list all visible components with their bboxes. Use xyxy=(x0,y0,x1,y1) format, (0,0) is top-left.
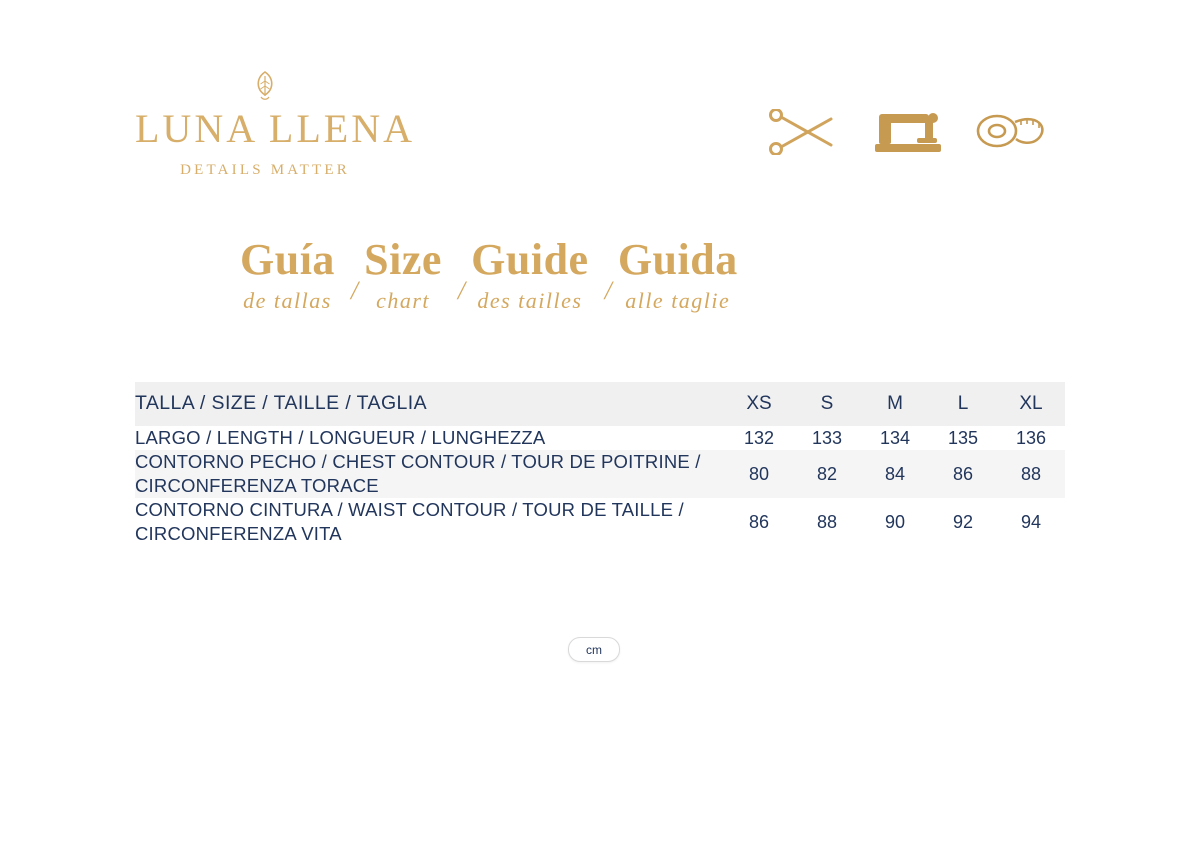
tool-icons xyxy=(767,108,1045,156)
title-sub-it: alle taglie xyxy=(625,288,731,313)
row-chest-xl: 88 xyxy=(997,450,1065,498)
row-chest-s: 82 xyxy=(793,450,861,498)
table-header-label: TALLA / SIZE / TAILLE / TAGLIA xyxy=(135,382,725,426)
row-waist-xs: 86 xyxy=(748,511,770,532)
leaf-monogram-icon xyxy=(245,70,285,104)
title-separator-1: / xyxy=(350,276,359,305)
title-group-en xyxy=(364,235,464,314)
title-separator-3: / xyxy=(604,276,612,305)
row-length-l: 135 xyxy=(947,427,979,448)
title-main-en: Size xyxy=(364,235,442,284)
title-group-it xyxy=(617,235,760,314)
row-waist-l: 92 xyxy=(952,511,974,532)
title-main-fr: Guide xyxy=(471,235,589,284)
table-header-size-xs: XS xyxy=(725,382,793,426)
table-header-row xyxy=(135,382,1065,426)
row-length-s: 133 xyxy=(811,427,843,448)
title-group-es xyxy=(240,235,357,314)
unit-badge: cm xyxy=(568,637,620,662)
table-row xyxy=(135,450,1065,498)
title-main-it: Guida xyxy=(617,235,738,284)
table-header-size-m: M xyxy=(861,382,929,426)
table-header-size-s: S xyxy=(793,382,861,426)
brand-tagline: DETAILS MATTER xyxy=(180,162,350,178)
title-sub-es: de tallas xyxy=(243,288,332,313)
table-header-size-l: L xyxy=(929,382,997,426)
size-table-wrapper xyxy=(135,382,1065,546)
row-chest-xs: 80 xyxy=(725,450,793,498)
row-length-xs: 132 xyxy=(743,427,775,448)
title-sub-fr: des tailles xyxy=(477,288,583,313)
title-block xyxy=(240,235,760,314)
row-waist-xl: 94 xyxy=(1020,511,1042,532)
row-chest-l: 86 xyxy=(929,450,997,498)
brand-block xyxy=(135,70,415,179)
measuring-tape-icon xyxy=(971,109,1045,155)
scissors-icon xyxy=(767,109,845,155)
title-group-fr xyxy=(471,235,610,314)
title-sub-en: chart xyxy=(376,288,431,313)
table-row xyxy=(135,498,1065,546)
table-header-size-xl: XL xyxy=(997,382,1065,426)
row-waist-s: 88 xyxy=(816,511,838,532)
title-main-es: Guía xyxy=(240,235,335,284)
row-label-length: LARGO / LENGTH / LONGUEUR / LUNGHEZZA xyxy=(135,427,546,448)
sewing-machine-icon xyxy=(871,108,945,156)
row-chest-m: 84 xyxy=(861,450,929,498)
row-waist-m: 90 xyxy=(884,511,906,532)
size-table xyxy=(135,382,1065,546)
row-length-xl: 136 xyxy=(1015,427,1047,448)
row-label-waist: CONTORNO CINTURA / WAIST CONTOUR / TOUR DE TAILLE / CIRCONFERENZA VITA xyxy=(135,499,684,545)
table-row xyxy=(135,426,1065,450)
title-separator-2: / xyxy=(457,276,466,305)
row-label-chest: CONTORNO PECHO / CHEST CONTOUR / TOUR DE POITRINE / CIRCONFERENZA TORACE xyxy=(135,450,725,498)
brand-name: LUNA LLENA xyxy=(135,106,415,151)
row-length-m: 134 xyxy=(879,427,911,448)
